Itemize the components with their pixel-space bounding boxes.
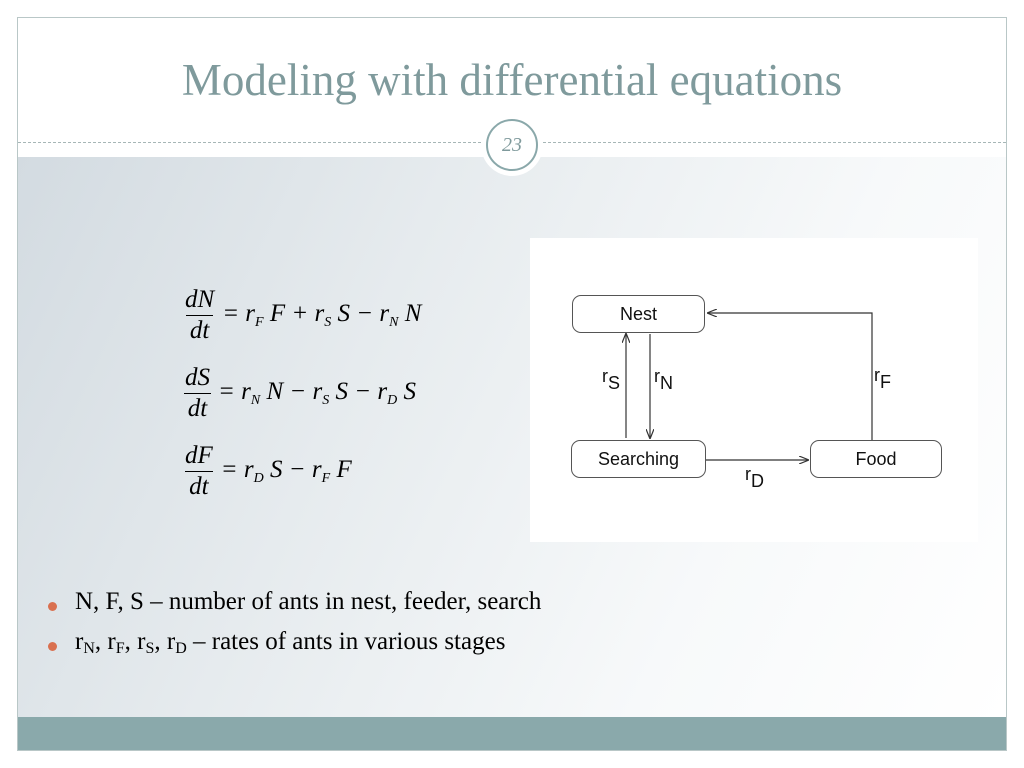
rate-d-sub: D	[751, 471, 764, 491]
equation-rhs: = $r_F$ $F + r_S$ $S - r_N$ N	[222, 299, 422, 330]
rate-s-sub: S	[608, 373, 621, 393]
differential-equations	[183, 280, 513, 530]
rate-f-label	[874, 365, 891, 393]
equation-ds	[183, 358, 416, 428]
rate-s-base: r	[602, 366, 608, 386]
list-item	[48, 628, 948, 668]
node-nest: Nest	[572, 295, 705, 333]
fraction-dn-dt	[183, 285, 216, 346]
diagram-arrows	[530, 238, 978, 542]
rate-n-base: r	[654, 366, 660, 386]
equation-rhs: = $r_D$ $S - r_F$ F	[220, 455, 352, 486]
equation-df	[183, 436, 352, 506]
slide-title: Modeling with differential equations	[181, 55, 843, 105]
denominator: dt	[184, 393, 211, 424]
footer-bar	[18, 717, 1006, 750]
bullet-dot-icon	[48, 602, 57, 611]
rate-f-sub: F	[880, 372, 891, 392]
bullet-dot-icon	[48, 642, 57, 651]
bullet-list	[48, 588, 948, 668]
arrow-food-to-nest	[708, 313, 872, 441]
rate-f-base: r	[874, 365, 880, 385]
page-number-badge	[481, 114, 543, 176]
numerator: dS	[185, 363, 210, 391]
numerator: dF	[185, 441, 213, 469]
rate-n-label	[654, 366, 673, 394]
equation-rhs: = $r_N$ $N - r_S$ $S - r_D$ S	[218, 377, 416, 408]
denominator: dt	[185, 471, 212, 502]
equation-dn	[183, 280, 421, 350]
numerator: dN	[185, 285, 215, 313]
rate-d-base: r	[745, 464, 751, 484]
rate-n-sub: N	[660, 373, 673, 393]
rate-s-label	[602, 366, 620, 394]
slide	[17, 17, 1007, 751]
rate-d-label	[745, 464, 764, 492]
page-number: 23	[486, 119, 538, 171]
state-diagram	[530, 238, 978, 542]
fraction-ds-dt	[183, 363, 212, 424]
node-food: Food	[810, 440, 942, 478]
bullet-text: $r_N$, $r_F$, $r_S$, $r_D$ – rates of ants in various stages	[75, 628, 506, 657]
fraction-df-dt	[183, 441, 215, 502]
bullet-text: N, F, S – number of ants in nest, feeder, search	[75, 588, 542, 615]
denominator: dt	[186, 315, 213, 346]
node-searching: Searching	[571, 440, 706, 478]
list-item	[48, 588, 948, 628]
